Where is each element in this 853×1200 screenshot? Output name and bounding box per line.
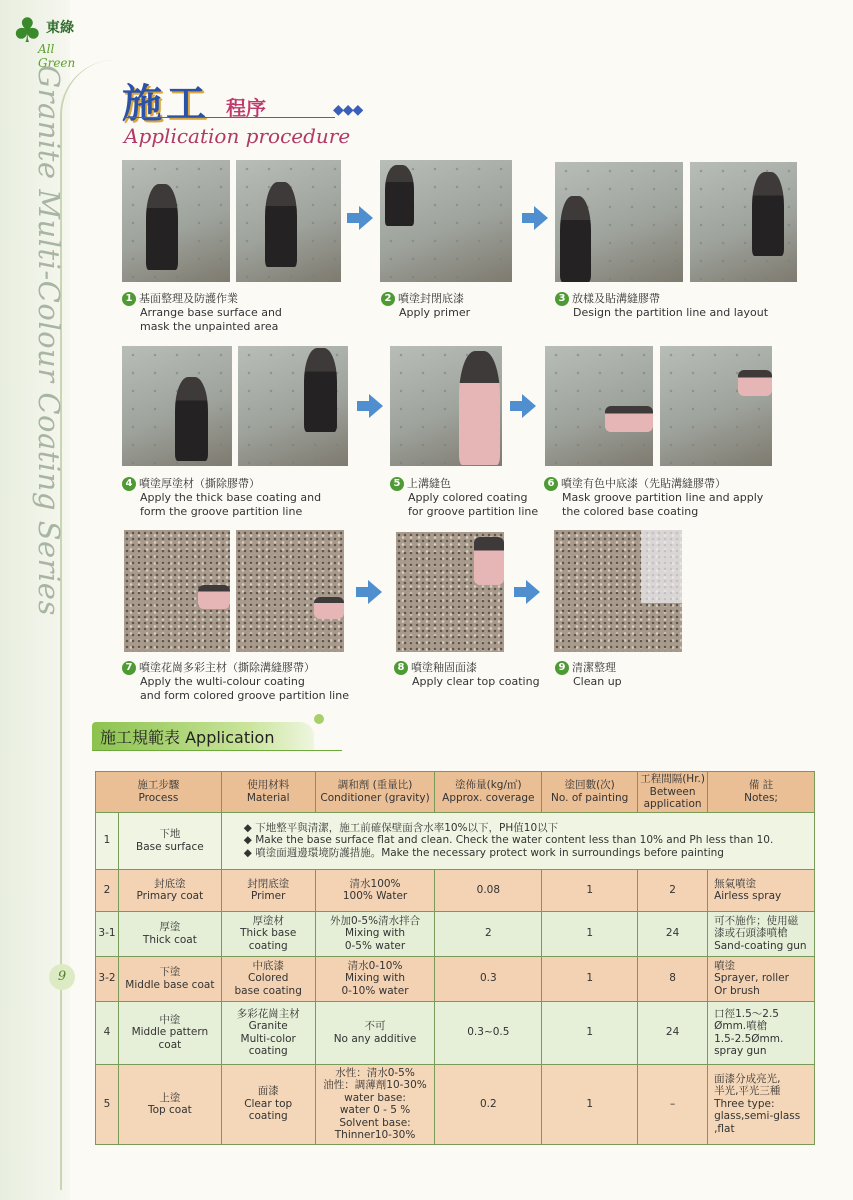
table-row bbox=[96, 911, 815, 956]
step-label-cn: 噴塗釉固面漆 bbox=[411, 661, 477, 674]
process-cell: 上塗 Top coat bbox=[118, 1064, 221, 1144]
section-underline bbox=[92, 750, 342, 751]
diamond-decor-icon: ◆◆◆ bbox=[333, 102, 363, 118]
arrow-right-icon bbox=[347, 206, 373, 230]
interval-cell: 2 bbox=[638, 869, 708, 911]
step-8-photo bbox=[396, 532, 504, 652]
page-number: 9 bbox=[49, 964, 75, 990]
interval-cell: 24 bbox=[638, 911, 708, 956]
interval-cell: 24 bbox=[638, 1001, 708, 1064]
step-label-en: Apply clear top coating bbox=[412, 675, 540, 688]
row-number: 2 bbox=[96, 869, 119, 911]
header-coverage: 塗佈量(kg/㎡) Approx. coverage bbox=[435, 772, 542, 813]
notes-cell: 無氣噴塗 Airless spray bbox=[708, 869, 815, 911]
step-7-photo-b bbox=[236, 530, 344, 652]
table-row bbox=[96, 869, 815, 911]
notes-cell: 噴塗 Sprayer, roller Or brush bbox=[708, 956, 815, 1001]
step-3-photo-a bbox=[555, 162, 683, 282]
interval-cell: 8 bbox=[638, 956, 708, 1001]
brand-name-cn: 東綠 bbox=[46, 20, 74, 36]
header-conditioner: 調和劑 (重量比) Conditioner (gravity) bbox=[315, 772, 435, 813]
row-number: 3-2 bbox=[96, 956, 119, 1001]
step-6-caption bbox=[544, 477, 763, 519]
step-label-en: the colored base coating bbox=[562, 505, 699, 518]
header-process: 施工步驟 Process bbox=[96, 772, 222, 813]
step-label-en: Apply the wulti-colour coating bbox=[140, 675, 305, 688]
step-label-en: form the groove partition line bbox=[140, 505, 303, 518]
row-number: 5 bbox=[96, 1064, 119, 1144]
times-cell: 1 bbox=[542, 911, 638, 956]
step-6-photo-a bbox=[545, 346, 653, 466]
step-number: 5 bbox=[390, 477, 404, 491]
material-cell: 中底漆 Colored base coating bbox=[221, 956, 315, 1001]
coverage-cell: 0.3 bbox=[435, 956, 542, 1001]
brand-name-en: All Green bbox=[38, 42, 76, 70]
step-1-caption bbox=[122, 292, 282, 334]
table-header-row bbox=[96, 772, 815, 813]
material-cell: 封閉底塗 Primer bbox=[221, 869, 315, 911]
step-label-cn: 上溝縫色 bbox=[407, 477, 451, 490]
step-3-caption bbox=[555, 292, 768, 320]
step-9-caption bbox=[555, 661, 622, 689]
step-4-photo-b bbox=[238, 346, 348, 466]
conditioner-cell: 清水0-10% Mixing with 0-10% water bbox=[315, 956, 435, 1001]
step-1-photo-a bbox=[122, 160, 230, 282]
page-title-cn: 施工 bbox=[122, 80, 210, 127]
row-number: 1 bbox=[96, 812, 119, 869]
step-5-photo bbox=[390, 346, 502, 466]
step-number: 2 bbox=[381, 292, 395, 306]
header-interval: 工程間隔(Hr.) Between application bbox=[638, 772, 708, 813]
step-number: 8 bbox=[394, 661, 408, 675]
step-label-en: Arrange base surface and bbox=[140, 306, 282, 319]
arrow-right-icon bbox=[522, 206, 548, 230]
coverage-cell: 0.3~0.5 bbox=[435, 1001, 542, 1064]
notes-cell: 可不施作；使用磁 漆或石頭漆噴槍 Sand-coating gun bbox=[708, 911, 815, 956]
step-7-photo-a bbox=[124, 530, 230, 652]
times-cell: 1 bbox=[542, 869, 638, 911]
arrow-right-icon bbox=[356, 580, 382, 604]
step-8-caption bbox=[394, 661, 540, 689]
coverage-cell: 0.2 bbox=[435, 1064, 542, 1144]
step-number: 6 bbox=[544, 477, 558, 491]
page-title-en: Application procedure bbox=[124, 124, 351, 148]
base-surface-notes: ◆ 下地整平與清潔，施工前確保壁面含水率10%以下，PH值10以下 ◆ Make the base surface flat and clean. Check the water content less than 10% and Ph less than 10. ◆ 噴塗面週邊環境防護措施。Make the necessary protect work in surroundings before painting bbox=[221, 812, 814, 869]
material-cell: 多彩花崗主材 Granite Multi-color coating bbox=[221, 1001, 315, 1064]
process-cell: 厚塗 Thick coat bbox=[118, 911, 221, 956]
notes-cell: 面漆分成亮光, 半光,平光三種 Three type: glass,semi-glass ,flat bbox=[708, 1064, 815, 1144]
process-cell: 下地 Base surface bbox=[118, 812, 221, 869]
step-1-photo-b bbox=[236, 160, 341, 282]
conditioner-cell: 清水100% 100% Water bbox=[315, 869, 435, 911]
material-cell: 厚塗材 Thick base coating bbox=[221, 911, 315, 956]
section-title-bar bbox=[92, 722, 314, 750]
step-number: 9 bbox=[555, 661, 569, 675]
times-cell: 1 bbox=[542, 956, 638, 1001]
page-title-cn-small: 程序 bbox=[226, 96, 266, 120]
notes-cell: 口徑1.5～2.5 Ømm.噴槍 1.5-2.5Ømm. spray gun bbox=[708, 1001, 815, 1064]
coverage-cell: 0.08 bbox=[435, 869, 542, 911]
step-7-caption bbox=[122, 661, 349, 703]
conditioner-cell: 外加0-5%清水拌合 Mixing with 0-5% water bbox=[315, 911, 435, 956]
times-cell: 1 bbox=[542, 1064, 638, 1144]
step-label-cn: 放樣及貼溝縫膠帶 bbox=[572, 292, 660, 305]
brand-logo bbox=[12, 11, 92, 70]
coverage-cell: 2 bbox=[435, 911, 542, 956]
step-label-en: Apply colored coating bbox=[408, 491, 528, 504]
step-number: 7 bbox=[122, 661, 136, 675]
step-label-en: mask the unpainted area bbox=[140, 320, 279, 333]
table-row bbox=[96, 1001, 815, 1064]
step-label-cn: 噴塗花崗多彩主材（撕除溝縫膠帶） bbox=[139, 661, 315, 674]
header-notes: 備 註 Notes; bbox=[708, 772, 815, 813]
arrow-right-icon bbox=[357, 394, 383, 418]
conditioner-cell: 水性：清水0-5% 油性：調薄劑10-30% water base: water 0 - 5 % Solvent base: Thinner10-30% bbox=[315, 1064, 435, 1144]
step-label-en: and form colored groove partition line bbox=[140, 689, 349, 702]
step-number: 3 bbox=[555, 292, 569, 306]
step-label-cn: 噴塗封閉底漆 bbox=[398, 292, 464, 305]
process-cell: 下塗 Middle base coat bbox=[118, 956, 221, 1001]
step-label-en: for groove partition line bbox=[408, 505, 539, 518]
times-cell: 1 bbox=[542, 1001, 638, 1064]
conditioner-cell: 不可 No any additive bbox=[315, 1001, 435, 1064]
section-dot-decoration bbox=[314, 714, 324, 724]
step-3-photo-b bbox=[690, 162, 797, 282]
step-label-en: Clean up bbox=[573, 675, 622, 688]
header-times: 塗回數(次) No. of painting bbox=[542, 772, 638, 813]
arrow-right-icon bbox=[514, 580, 540, 604]
series-title: Granite Multi-Colour Coating Series bbox=[32, 65, 66, 616]
tree-icon: ♣ bbox=[12, 11, 43, 51]
step-label-cn: 噴塗厚塗材（撕除膠帶） bbox=[139, 477, 260, 490]
table-row bbox=[96, 956, 815, 1001]
step-2-photo bbox=[380, 160, 512, 282]
row-number: 4 bbox=[96, 1001, 119, 1064]
step-4-photo-a bbox=[122, 346, 232, 466]
process-cell: 封底塗 Primary coat bbox=[118, 869, 221, 911]
interval-cell: – bbox=[638, 1064, 708, 1144]
step-label-en: Mask groove partition line and apply bbox=[562, 491, 764, 504]
step-label-cn: 清潔整理 bbox=[572, 661, 616, 674]
step-9-photo bbox=[554, 530, 682, 652]
step-label-cn: 基面整理及防護作業 bbox=[139, 292, 238, 305]
material-cell: 面漆 Clear top coating bbox=[221, 1064, 315, 1144]
step-6-photo-b bbox=[660, 346, 772, 466]
step-2-caption bbox=[381, 292, 470, 320]
arrow-right-icon bbox=[510, 394, 536, 418]
header-material: 使用材料 Material bbox=[221, 772, 315, 813]
table-row bbox=[96, 1064, 815, 1144]
step-label-en: Apply primer bbox=[399, 306, 471, 319]
step-5-caption bbox=[390, 477, 538, 519]
application-spec-table bbox=[95, 771, 815, 1145]
step-number: 1 bbox=[122, 292, 136, 306]
row-number: 3-1 bbox=[96, 911, 119, 956]
table-row bbox=[96, 812, 815, 869]
step-4-caption bbox=[122, 477, 321, 519]
title-underline bbox=[125, 117, 335, 118]
step-label-en: Design the partition line and layout bbox=[573, 306, 769, 319]
step-number: 4 bbox=[122, 477, 136, 491]
process-cell: 中塗 Middle pattern coat bbox=[118, 1001, 221, 1064]
section-title: 施工規範表 Application bbox=[100, 728, 275, 747]
step-label-cn: 噴塗有色中底漆（先貼溝縫膠帶） bbox=[561, 477, 726, 490]
step-label-en: Apply the thick base coating and bbox=[140, 491, 322, 504]
